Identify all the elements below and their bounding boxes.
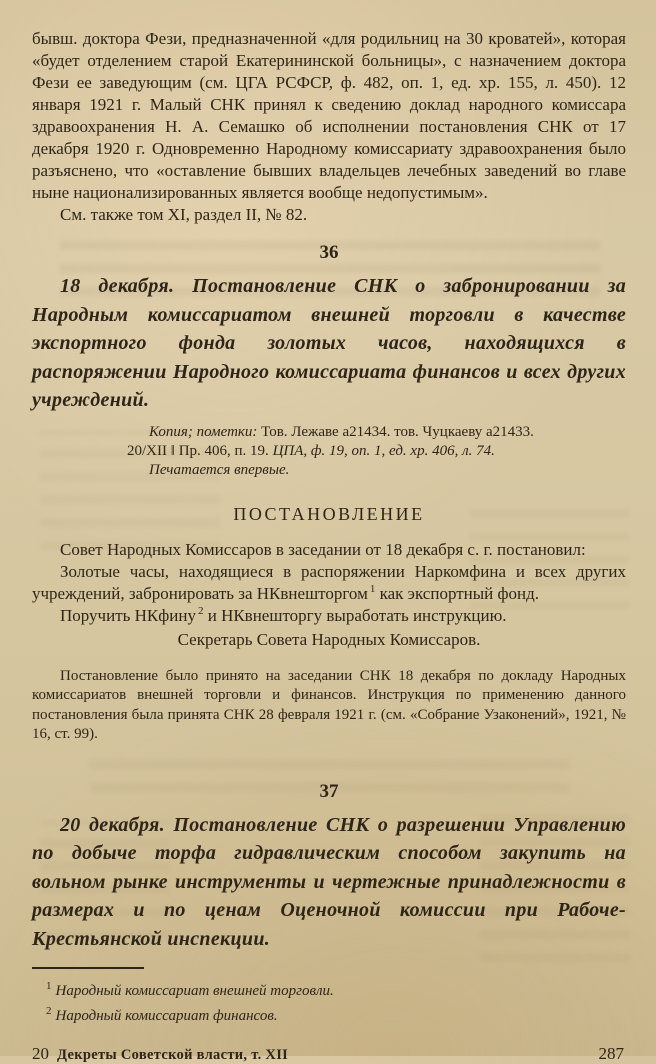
volume-title: Декреты Советской власти, т. XII bbox=[57, 1047, 289, 1063]
footnote-1-text: Народный комиссариат внешней торговли. bbox=[55, 983, 334, 999]
footnote-1 bbox=[46, 976, 626, 1001]
signature-line: Секретарь Совета Народных Комиссаров. bbox=[177, 629, 481, 649]
source-protocol-ref: 20/XII ‖ Пр. 406, п. 19. bbox=[127, 442, 273, 459]
paragraph-2-text-end: как экспортный фонд. bbox=[375, 583, 540, 603]
source-type-label: Копия; пометки: bbox=[149, 423, 258, 440]
decree-36-number: 36 bbox=[319, 242, 339, 263]
resolution-paragraph-1: Совет Народных Комиссаров в заседании от 18 декабря с. г. постановил: bbox=[60, 539, 586, 559]
resolution-title: ПОСТАНОВЛЕНИЕ bbox=[233, 503, 425, 524]
footnote-2 bbox=[46, 1001, 626, 1026]
resolution-paragraph-3 bbox=[32, 605, 626, 627]
signature-number: 20 bbox=[32, 1044, 49, 1063]
resolution-paragraph-2 bbox=[32, 561, 626, 605]
page-number: 287 bbox=[598, 1044, 624, 1063]
page-footer bbox=[32, 1044, 626, 1064]
source-line-1 bbox=[127, 423, 626, 442]
see-also-note: См. также том XI, раздел II, № 82. bbox=[60, 205, 308, 224]
source-annotations: Тов. Лежаве а21434. тов. Чуцкаеву а21433. bbox=[257, 423, 534, 440]
footnote-2-text: Народный комиссариат финансов. bbox=[55, 1008, 278, 1024]
decree-36-heading: 18 декабря. Постановление СНК о забронировании за Народным комиссариатом внешней торговли в качестве экспортного фонда золотых часов, находящихся в распоряжении Народного комиссариата финансов и всех других учреждений. bbox=[32, 275, 626, 411]
source-archive-ref: ЦПА, ф. 19, оп. 1, ед. хр. 406, л. 74. bbox=[272, 442, 495, 459]
paragraph-2-text: Золотые часы, находящиеся в распоряжении Наркомфина и всех других учреждений, забронировать за НКвнешторгом bbox=[32, 561, 626, 603]
archival-source-note bbox=[127, 423, 626, 480]
continuation-paragraph: бывш. доктора Фези, предназначенной «для родильниц на 30 кроватей», которая «будет отделением старой Екатерининской больницы», с назначением доктора Фези ее заведующим (см. ЦГА РСФСР, ф. 482, оп. 1, ед. хр. 155, л. 450). 12 января 1921 г. Малый СНК принял к сведению доклад народного комиссара здравоохранения Н. А. Семашко об исполнении постановления СНК от 17 декабря 1920 г. Одновременно Народному комиссариату здравоохранения было разъяснено, что «оставление бывших владельцев лечебных заведений во главе ныне национализированных является вообще недопустимым». bbox=[32, 29, 626, 202]
editorial-commentary: Постановление было принято на заседании СНК 18 декабря по докладу Народных комиссариатов внешней торговли и финансов. Инструкция по применению данного постановления была принята СНК 28 февраля 1921 г. (см. «Собрание Узаконений», 1921, № 16, ст. 99). bbox=[32, 667, 626, 742]
source-first-publication-note: Печатается впервые. bbox=[149, 461, 290, 478]
source-line-2 bbox=[127, 442, 626, 461]
decree-37-heading: 20 декабря. Постановление СНК о разрешении Управлению по добыче торфа гидравлическим способом закупить на вольном рынке инструменты и чертежные принадлежности в размерах и по ценам Оценочной комиссии при Рабоче-Крестьянской инспекции. bbox=[32, 813, 626, 950]
footnote-divider bbox=[32, 967, 144, 969]
footnote-1-marker: 1 bbox=[46, 980, 52, 992]
paragraph-3-text: Поручить НКфину bbox=[60, 605, 196, 625]
footnote-2-marker: 2 bbox=[46, 1005, 52, 1017]
printer-signature bbox=[32, 1044, 288, 1064]
paragraph-3-text-end: и НКвнешторгу выработать инструкцию. bbox=[203, 605, 507, 625]
footnote-marker-1: 1 bbox=[369, 582, 376, 595]
footnote-marker-2: 2 bbox=[197, 604, 204, 617]
decree-37-number: 37 bbox=[319, 780, 339, 802]
